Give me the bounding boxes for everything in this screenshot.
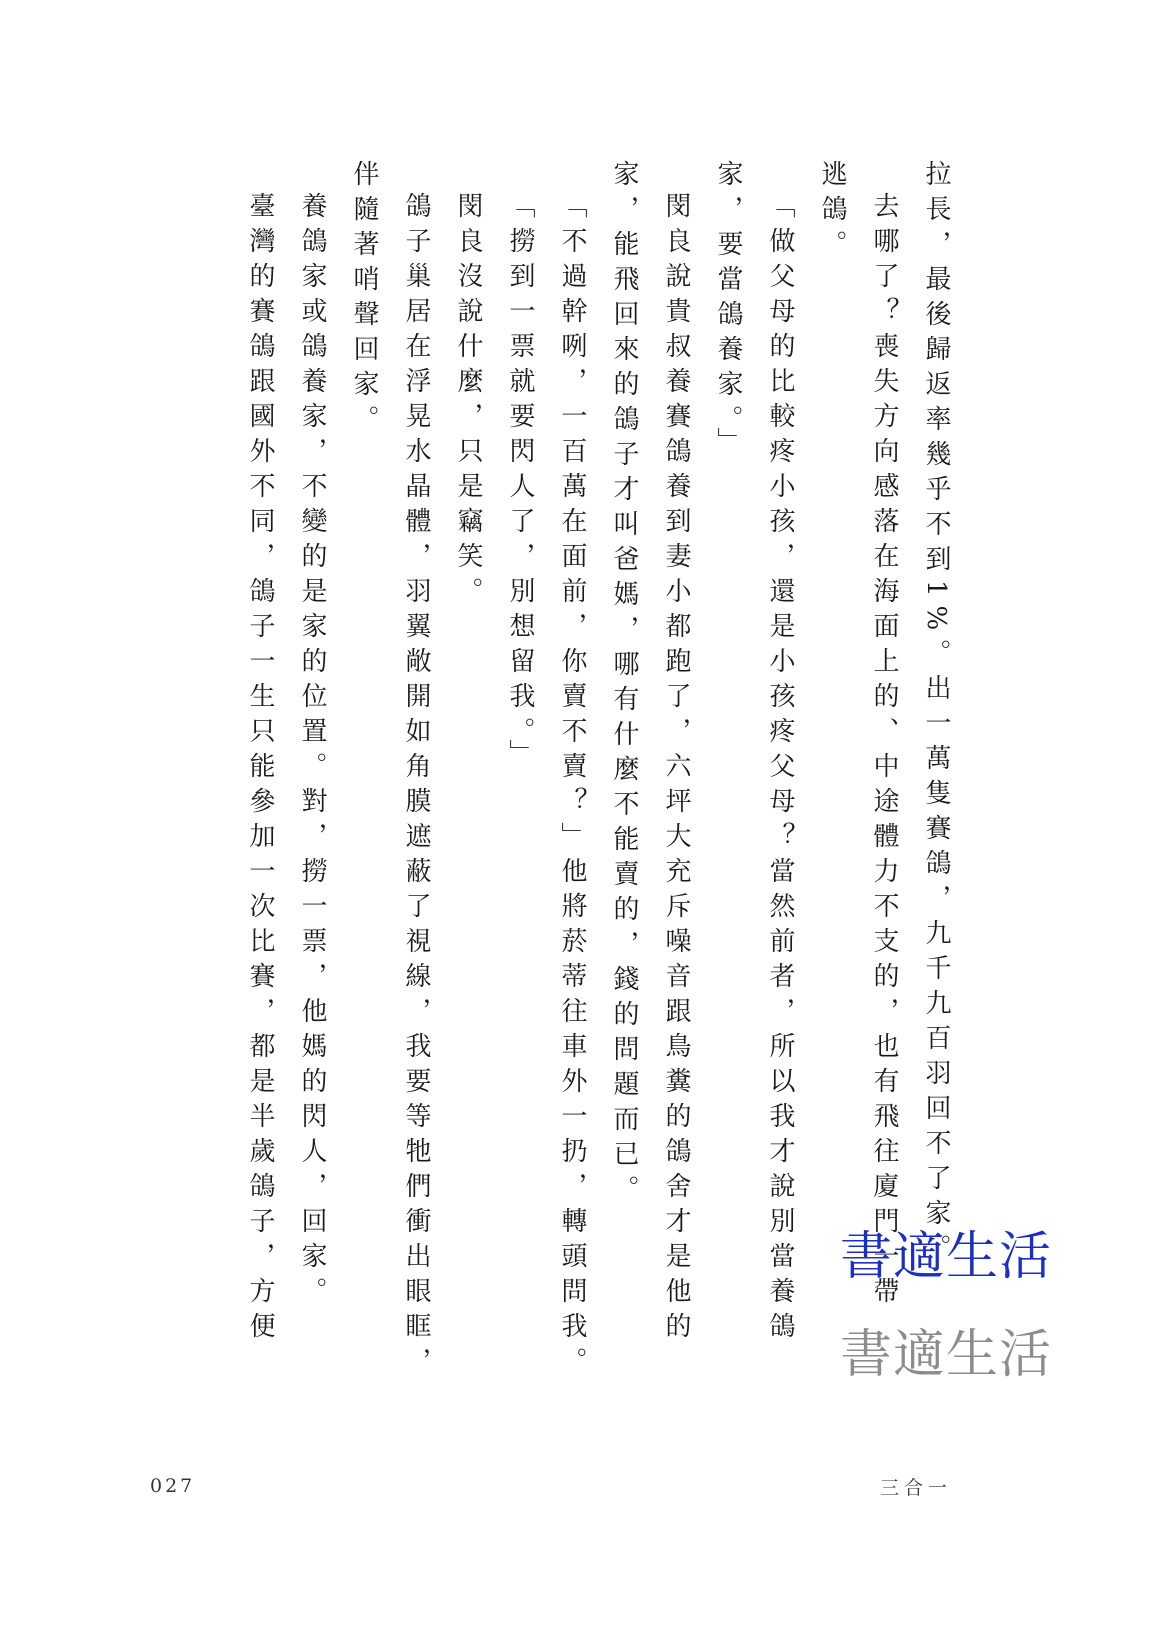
text-column: 拉長，最後歸返率幾乎不到1%。出一萬隻賽鴿，九千九百羽回不了家。 bbox=[921, 160, 951, 1270]
page-number: 027 bbox=[150, 1475, 196, 1497]
text-column: 閔良說貴叔養賽鴿養到妻小都跑了，六坪大充斥噪音跟鳥糞的鴿舍才是他的 bbox=[661, 192, 691, 1347]
text-column: 臺灣的賽鴿跟國外不同，鴿子一生只能參加一次比賽，都是半歲鴿子，方便 bbox=[245, 192, 275, 1347]
text-column: 閔良沒說什麼，只是竊笑。 bbox=[453, 192, 483, 612]
text-column: 去哪了？喪失方向感落在海面上的、中途體力不支的，也有飛往廈門一帶 bbox=[869, 192, 899, 1312]
text-column: 逃鴿。 bbox=[817, 160, 847, 265]
text-column: 「不過幹咧，一百萬在面前，你賣不賣？」他將菸蒂往車外一扔，轉頭問我。 bbox=[557, 192, 587, 1382]
text-column: 鴿子巢居在浮晃水晶體，羽翼敞開如角膜遮蔽了視線，我要等牠們衝出眼眶， bbox=[401, 192, 431, 1382]
watermark-gray: 書適生活 bbox=[840, 1325, 1053, 1385]
text-column: 「做父母的比較疼小孩，還是小孩疼父母？當然前者，所以我才說別當養鴿 bbox=[765, 192, 795, 1347]
text-column: 養鴿家或鴿養家，不變的是家的位置。對，撈一票，他媽的閃人，回家。 bbox=[297, 192, 327, 1312]
text-column: 伴隨著哨聲回家。 bbox=[349, 160, 379, 440]
watermark-blue: 書適生活 bbox=[840, 1227, 1053, 1287]
text-column: 「撈到一票就要閃人了，別想留我。」 bbox=[505, 192, 535, 774]
running-head: 三合一 bbox=[880, 1477, 953, 1499]
text-column: 家，能飛回來的鴿子才叫爸媽，哪有什麼不能賣的，錢的問題而已。 bbox=[609, 160, 639, 1210]
text-column: 家，要當鴿養家。」 bbox=[713, 160, 743, 462]
